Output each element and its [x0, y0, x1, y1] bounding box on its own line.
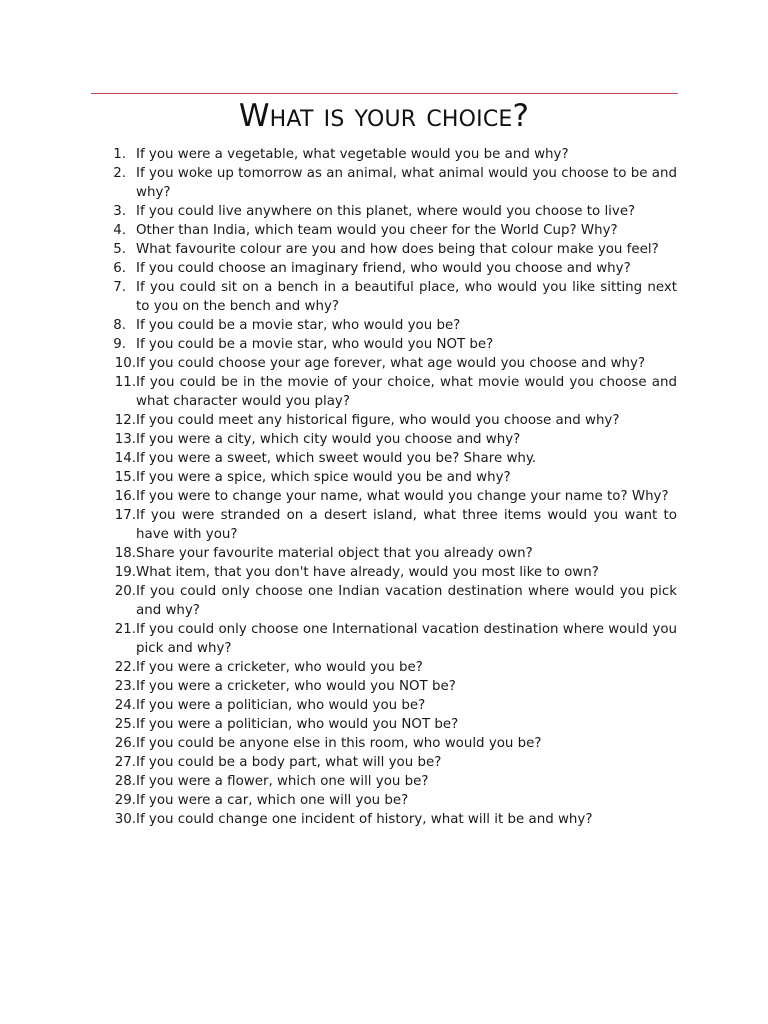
question-item [108, 563, 677, 582]
page-title: What is your choice? [238, 98, 530, 134]
question-number: 1. [113, 147, 126, 162]
question-item [108, 696, 677, 715]
question-item [108, 240, 677, 259]
question-number: 29. [114, 793, 136, 808]
question-text: What favourite colour are you and how does being that colour make you feel? [136, 242, 659, 257]
question-item [108, 772, 677, 791]
question-item [108, 354, 677, 373]
question-item [108, 468, 677, 487]
question-item [108, 373, 677, 411]
question-text: What item, that you don't have already, would you most like to own? [136, 565, 599, 580]
question-text: If you could be in the movie of your choice, what movie would you choose and what character would you play? [136, 375, 677, 409]
question-text: If you were a vegetable, what vegetable would you be and why? [136, 147, 569, 162]
question-number: 25. [114, 717, 136, 732]
question-item [108, 506, 677, 544]
question-text: If you could choose an imaginary friend, who would you choose and why? [136, 261, 631, 276]
question-text: If you could only choose one Indian vacation destination where would you pick and why? [136, 584, 677, 618]
question-text: If you were a sweet, which sweet would you be? Share why. [136, 451, 537, 466]
header-rule [91, 93, 678, 94]
question-item [108, 734, 677, 753]
question-number: 26. [114, 736, 136, 751]
question-number: 7. [113, 280, 126, 295]
question-item [108, 449, 677, 468]
question-number: 11. [114, 375, 136, 390]
question-item [108, 810, 677, 829]
question-item [108, 677, 677, 696]
question-number: 2. [113, 166, 126, 181]
question-number: 14. [114, 451, 136, 466]
question-number: 28. [114, 774, 136, 789]
question-number: 8. [113, 318, 126, 333]
question-text: If you were a car, which one will you be? [136, 793, 409, 808]
question-item [108, 658, 677, 677]
question-number: 15. [114, 470, 136, 485]
question-text: If you were a politician, who would you be? [136, 698, 426, 713]
question-number: 22. [114, 660, 136, 675]
question-number: 18. [114, 546, 136, 561]
question-item [108, 544, 677, 563]
question-number: 16. [114, 489, 136, 504]
question-text: If you were a flower, which one will you be? [136, 774, 429, 789]
question-item [108, 430, 677, 449]
question-number: 9. [113, 337, 126, 352]
question-number: 23. [114, 679, 136, 694]
question-number: 3. [113, 204, 126, 219]
question-item [108, 164, 677, 202]
question-text: If you could be anyone else in this room, who would you be? [136, 736, 542, 751]
question-item [108, 278, 677, 316]
question-item [108, 316, 677, 335]
question-text: If you could be a movie star, who would you NOT be? [136, 337, 494, 352]
question-number: 5. [113, 242, 126, 257]
question-text: If you could only choose one International vacation destination where would you pick and why? [136, 622, 677, 656]
question-item [108, 202, 677, 221]
question-text: If you could be a movie star, who would you be? [136, 318, 461, 333]
question-list [108, 145, 677, 829]
question-number: 12. [114, 413, 136, 428]
question-text: Share your favourite material object that you already own? [136, 546, 533, 561]
question-item [108, 791, 677, 810]
question-number: 24. [114, 698, 136, 713]
question-number: 20. [114, 584, 136, 599]
question-text: If you were stranded on a desert island, what three items would you want to have with you? [136, 508, 677, 542]
question-item [108, 715, 677, 734]
question-number: 27. [114, 755, 136, 770]
question-text: If you could be a body part, what will you be? [136, 755, 442, 770]
question-number: 6. [113, 261, 126, 276]
question-text: If you could choose your age forever, what age would you choose and why? [136, 356, 646, 371]
question-text: If you could meet any historical figure, who would you choose and why? [136, 413, 620, 428]
question-text: If you were a politician, who would you NOT be? [136, 717, 459, 732]
question-item [108, 335, 677, 354]
question-text: If you could change one incident of history, what will it be and why? [136, 812, 593, 827]
question-text: If you were a city, which city would you choose and why? [136, 432, 521, 447]
question-number: 13. [114, 432, 136, 447]
question-text: If you were a cricketer, who would you be? [136, 660, 423, 675]
question-text: If you could sit on a bench in a beautiful place, who would you like sitting next to you on the bench and why? [136, 280, 677, 314]
question-item [108, 221, 677, 240]
question-item [108, 145, 677, 164]
question-item [108, 487, 677, 506]
question-text: If you were to change your name, what would you change your name to? Why? [136, 489, 669, 504]
question-number: 17. [114, 508, 136, 523]
question-number: 4. [113, 223, 126, 238]
question-item [108, 411, 677, 430]
question-text: If you were a spice, which spice would you be and why? [136, 470, 511, 485]
question-item [108, 753, 677, 772]
question-item [108, 620, 677, 658]
question-text: If you were a cricketer, who would you NOT be? [136, 679, 456, 694]
question-text: If you could live anywhere on this planet, where would you choose to live? [136, 204, 636, 219]
question-number: 19. [114, 565, 136, 580]
question-item [108, 582, 677, 620]
question-text: If you woke up tomorrow as an animal, what animal would you choose to be and why? [136, 166, 677, 200]
question-text: Other than India, which team would you cheer for the World Cup? Why? [136, 223, 618, 238]
question-number: 30. [114, 812, 136, 827]
question-number: 10. [114, 356, 136, 371]
question-number: 21. [114, 622, 136, 637]
question-item [108, 259, 677, 278]
